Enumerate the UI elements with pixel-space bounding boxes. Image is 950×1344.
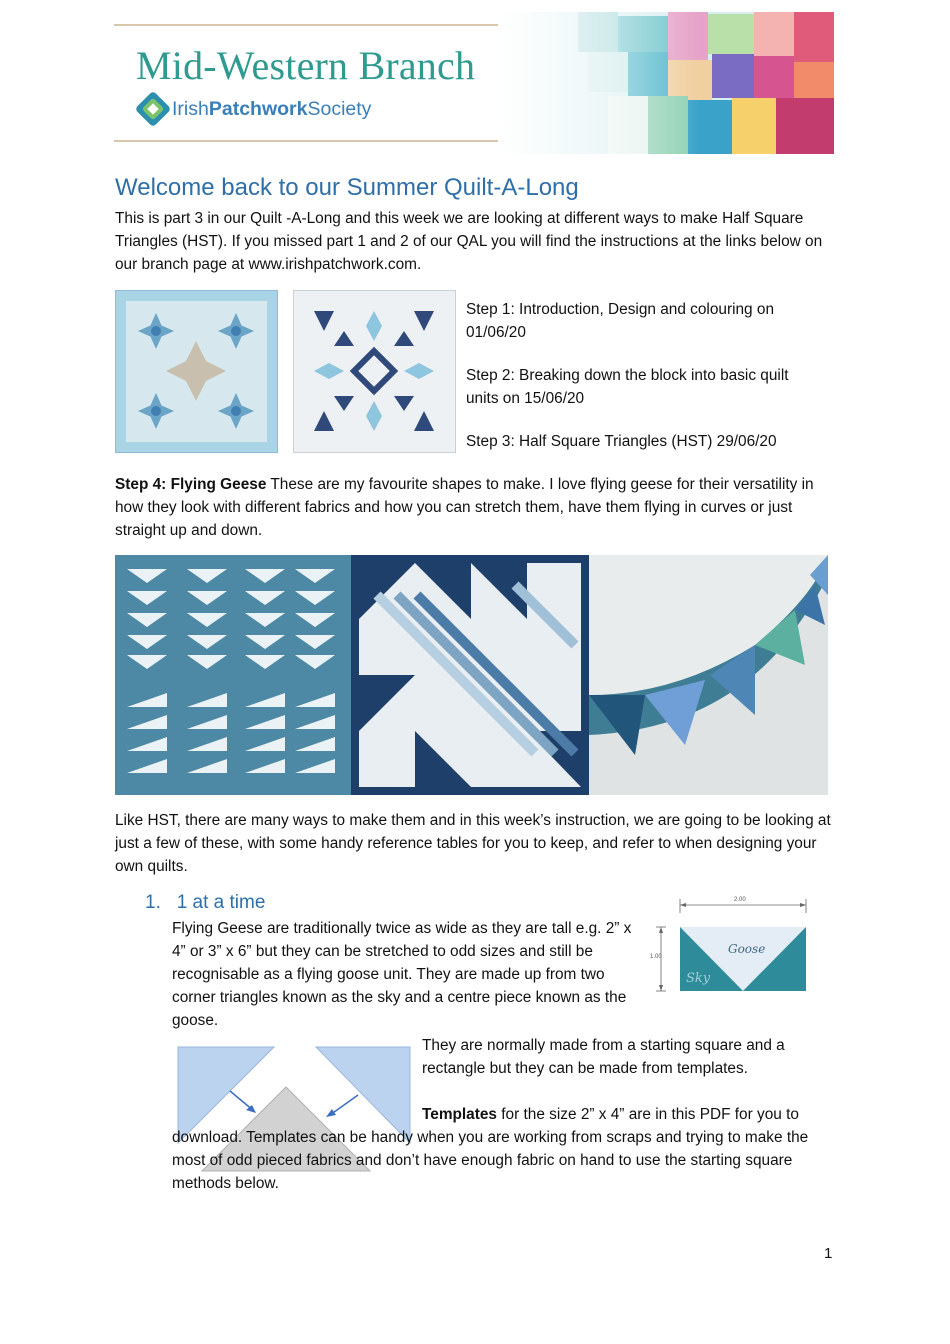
quilt-image-1 [115, 290, 278, 453]
quilt-image-2 [293, 290, 456, 453]
section-1-paragraph-2: They are normally made from a starting square and a rectangle but they can be made from templates. [422, 1037, 785, 1077]
sky-label: Sky [686, 971, 711, 986]
step-4-paragraph [115, 473, 837, 542]
templates-label: Templates [422, 1106, 497, 1123]
templates-text: for the size 2” x 4” are in this PDF for you to download. Templates can be handy when you are working from scraps and trying to make the most of odd pieced fabrics and don’t have enough fabric on hand to use the starting square methods below. [172, 1106, 809, 1192]
page-number: 1 [824, 1245, 833, 1262]
section-1-paragraph-1: Flying Geese are traditionally twice as wide as they are tall e.g. 2” x 4” or 3” x 6” but they can be stretched to odd sizes and still be recognisable as a flying goose unit. They are made up from two corner triangles known as the sky and a centre piece known as the goose. [172, 920, 632, 1029]
branch-title: Mid-Western Branch [136, 43, 476, 88]
flying-geese-banner-image [115, 555, 828, 795]
width-dimension-label: 2.00 [734, 897, 746, 903]
goose-label: Goose [728, 942, 766, 956]
header-patchwork-image [498, 12, 834, 154]
flying-goose-dimension-diagram [652, 895, 812, 995]
templates-paragraph [172, 1103, 822, 1195]
society-logo [136, 92, 371, 126]
step-2-text: Step 2: Breaking down the block into basic quilt units on 15/06/20 [466, 367, 789, 407]
logo-knot-icon [136, 92, 170, 126]
step-3-text: Step 3: Half Square Triangles (HST) 29/06/20 [466, 433, 777, 450]
intro-paragraph: This is part 3 in our Quilt -A-Long and this week we are looking at different ways to make Half Square Triangles (HST). If you missed part 1 and 2 of our QAL you will find the instructions at the links below on our branch page at www.irishpatchwork.com. [115, 210, 823, 273]
logo-wordmark: IrishPatchworkSociety [172, 97, 372, 120]
height-dimension-label: 1.00 [650, 954, 662, 960]
step-1-text: Step 1: Introduction, Design and colouring on 01/06/20 [466, 301, 775, 341]
like-hst-paragraph: Like HST, there are many ways to make them and in this week’s instruction, we are going to be looking at just a few of these, with some handy reference tables for you to keep, and refer to when designing your own quilts. [115, 812, 831, 875]
step-4-label: Step 4: Flying Geese [115, 476, 267, 493]
step-4-text: These are my favourite shapes to make. I love flying geese for their versatility in how they look with different fabrics and how you can stretch them, have them flying in curves or just straight up and down. [115, 476, 814, 539]
section-1-heading: 1. 1 at a time [145, 892, 266, 913]
page-heading: Welcome back to our Summer Quilt-A-Long [115, 174, 579, 201]
